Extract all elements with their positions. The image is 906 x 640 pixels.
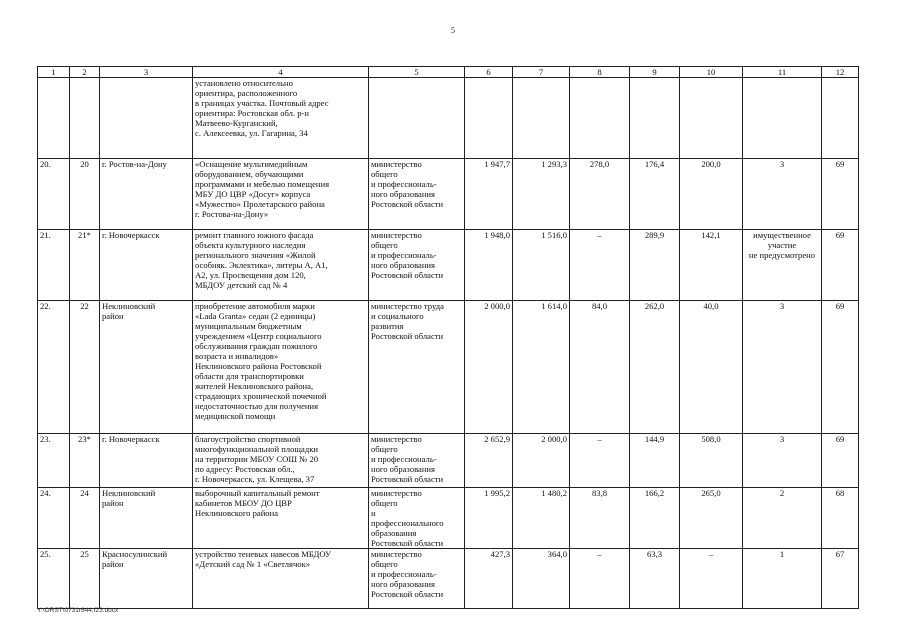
municipality: Красносулинский район xyxy=(100,549,193,609)
table-row xyxy=(38,434,859,488)
table-row xyxy=(38,549,859,609)
value-col8: 83,8 xyxy=(570,488,630,549)
value-col10: 265,0 xyxy=(680,488,743,549)
object-description: ремонт главного южного фасада объекта культурного наследия регионального значения «Жилой особняк. Эклектика», литеры А, А1, А2, ул. Просвещения дом 120, МБДОУ детский сад № 4 xyxy=(193,230,369,301)
value-col10: 142,1 xyxy=(680,230,743,301)
table-row xyxy=(38,301,859,434)
row-index: 21. xyxy=(38,230,70,301)
column-header: 9 xyxy=(630,67,680,78)
object-number: 22 xyxy=(70,301,100,434)
file-path-footer: Y:\ORST\0731r644.f23.docx xyxy=(37,607,119,614)
value-col7: 1 516,0 xyxy=(513,230,570,301)
header-row xyxy=(38,67,859,78)
object-description: установлено относительно ориентира, расположенного в границах участка. Почтовый адрес ориентира: Ростовская обл. р-н Матвеево-Курганский, с. Алексеевка, ул. Гагарина, 34 xyxy=(193,78,369,159)
value-col9: 166,2 xyxy=(630,488,680,549)
table-row xyxy=(38,78,859,159)
value-col6: 1 948,0 xyxy=(465,230,513,301)
value-col7: 2 000,0 xyxy=(513,434,570,488)
row-index: 23. xyxy=(38,434,70,488)
value-col9 xyxy=(630,78,680,159)
municipality: г. Новочеркасск xyxy=(100,230,193,301)
object-description: «Оснащение мультимедийным оборудованием, обучающими программами и мебелью помещения МБУ ДО ЦВР «Досуг» корпуса «Мужество» Пролетарского района г. Ростова-на-Дону» xyxy=(193,159,369,230)
value-col12: 69 xyxy=(822,159,859,230)
value-col11: 3 xyxy=(743,159,822,230)
value-col12: 69 xyxy=(822,230,859,301)
object-number: 23* xyxy=(70,434,100,488)
object-description: благоустройство спортивной многофункциональной площадки на территории МБОУ СОШ № 20 по адресу: Ростовская обл., г. Новочеркасск, ул. Клещева, 37 xyxy=(193,434,369,488)
value-col6: 1 947,7 xyxy=(465,159,513,230)
value-col10 xyxy=(680,78,743,159)
value-col8: – xyxy=(570,434,630,488)
value-col8: 278,0 xyxy=(570,159,630,230)
column-header: 11 xyxy=(743,67,822,78)
municipality: Неклиновский район xyxy=(100,488,193,549)
ministry: министерство общего и профессиональ- ного образования Ростовской области xyxy=(369,549,465,609)
value-col11: 2 xyxy=(743,488,822,549)
ministry: министерство труда и социального развития Ростовской области xyxy=(369,301,465,434)
value-col10: 200,0 xyxy=(680,159,743,230)
value-col9: 262,0 xyxy=(630,301,680,434)
object-description: приобретение автомобиля марки «Lada Granta» седан (2 единицы) муниципальным бюджетным учреждением «Центр социального обслуживания граждан пожилого возраста и инвалидов» Неклиновского района Ростовской области для транспортировки жителей Неклиновского района, страдающих хронической почечной недостаточностью для получения медицинской помощи xyxy=(193,301,369,434)
value-col12: 69 xyxy=(822,434,859,488)
value-col11: 3 xyxy=(743,301,822,434)
row-index xyxy=(38,78,70,159)
value-col7: 1 614,0 xyxy=(513,301,570,434)
ministry: министерство общего и профессиональ- ного образования Ростовской области xyxy=(369,159,465,230)
column-header: 10 xyxy=(680,67,743,78)
value-col8: 84,0 xyxy=(570,301,630,434)
column-header: 5 xyxy=(369,67,465,78)
value-col8: – xyxy=(570,549,630,609)
column-header: 1 xyxy=(38,67,70,78)
municipality xyxy=(100,78,193,159)
appendix-table xyxy=(37,66,859,609)
value-col11 xyxy=(743,78,822,159)
object-description: выборочный капитальный ремонт кабинетов МБОУ ДО ЦВР Неклиновского района xyxy=(193,488,369,549)
value-col11: 1 xyxy=(743,549,822,609)
municipality: Неклиновский район xyxy=(100,301,193,434)
object-number: 20 xyxy=(70,159,100,230)
table-row xyxy=(38,488,859,549)
value-col12: 68 xyxy=(822,488,859,549)
value-col10: 40,0 xyxy=(680,301,743,434)
value-col10: – xyxy=(680,549,743,609)
value-col12 xyxy=(822,78,859,159)
ministry xyxy=(369,78,465,159)
column-header: 7 xyxy=(513,67,570,78)
municipality: г. Новочеркасск xyxy=(100,434,193,488)
value-col10: 508,0 xyxy=(680,434,743,488)
value-col6 xyxy=(465,78,513,159)
value-col9: 144,9 xyxy=(630,434,680,488)
value-col6: 427,3 xyxy=(465,549,513,609)
value-col11: имущественное участие не предусмотрено xyxy=(743,230,822,301)
row-index: 22. xyxy=(38,301,70,434)
value-col6: 2 000,0 xyxy=(465,301,513,434)
object-number: 25 xyxy=(70,549,100,609)
page-number: 5 xyxy=(451,26,455,35)
row-index: 24. xyxy=(38,488,70,549)
object-description: устройство теневых навесов МБДОУ «Детский сад № 1 «Светлячок» xyxy=(193,549,369,609)
table-row xyxy=(38,230,859,301)
table-row xyxy=(38,159,859,230)
value-col9: 176,4 xyxy=(630,159,680,230)
row-index: 20. xyxy=(38,159,70,230)
column-header: 12 xyxy=(822,67,859,78)
value-col6: 1 995,2 xyxy=(465,488,513,549)
object-number: 21* xyxy=(70,230,100,301)
value-col7: 364,0 xyxy=(513,549,570,609)
column-header: 6 xyxy=(465,67,513,78)
value-col11: 3 xyxy=(743,434,822,488)
value-col7 xyxy=(513,78,570,159)
column-header: 3 xyxy=(100,67,193,78)
row-index: 25. xyxy=(38,549,70,609)
municipality: г. Ростов-на-Дону xyxy=(100,159,193,230)
ministry: министерство общего и профессиональ- ного образования Ростовской области xyxy=(369,434,465,488)
column-header: 8 xyxy=(570,67,630,78)
column-header: 2 xyxy=(70,67,100,78)
object-number: 24 xyxy=(70,488,100,549)
object-number xyxy=(70,78,100,159)
value-col7: 1 480,2 xyxy=(513,488,570,549)
value-col9: 289,9 xyxy=(630,230,680,301)
value-col12: 69 xyxy=(822,301,859,434)
value-col9: 63,3 xyxy=(630,549,680,609)
value-col8: – xyxy=(570,230,630,301)
value-col7: 1 293,3 xyxy=(513,159,570,230)
value-col8 xyxy=(570,78,630,159)
ministry: министерство общего и профессиональ- ного образования Ростовской области xyxy=(369,230,465,301)
ministry: министерство общего и профессионального образования Ростовской области xyxy=(369,488,465,549)
value-col6: 2 652,9 xyxy=(465,434,513,488)
value-col12: 67 xyxy=(822,549,859,609)
column-header: 4 xyxy=(193,67,369,78)
